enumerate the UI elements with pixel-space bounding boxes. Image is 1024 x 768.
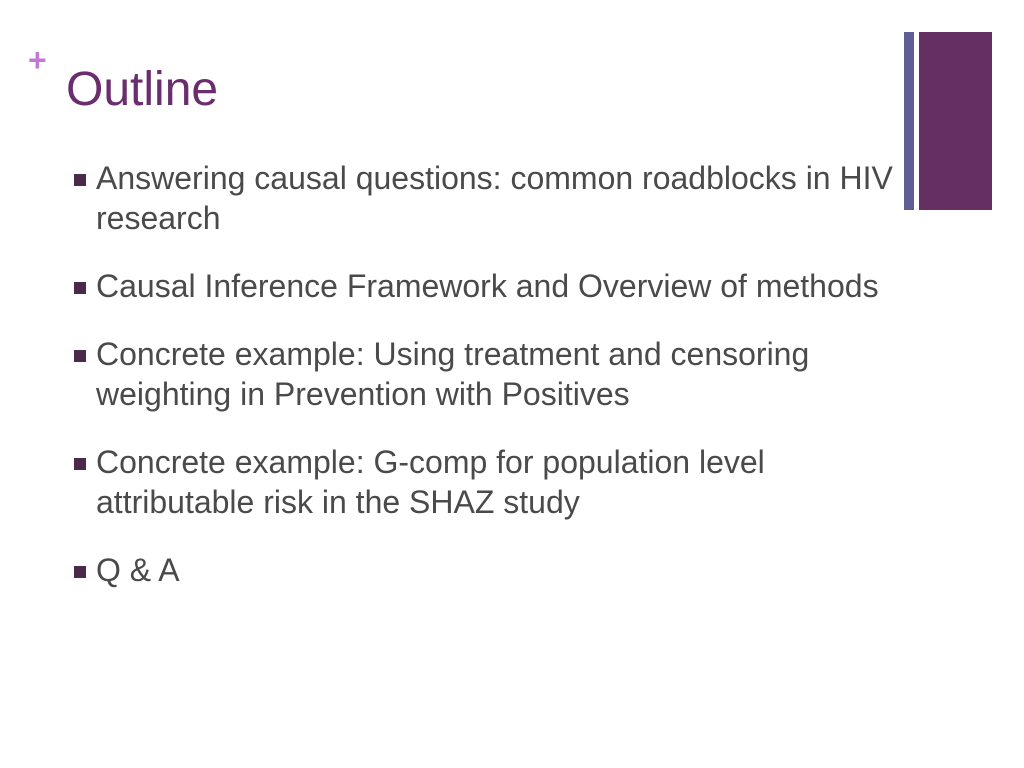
plus-icon: +: [28, 42, 47, 78]
bullet-item: [74, 442, 894, 522]
square-bullet-icon: [74, 282, 86, 294]
bullet-item: [74, 550, 894, 590]
accent-bar-thin: [904, 32, 914, 210]
bullet-item: [74, 158, 894, 238]
bullet-text: Q & A: [96, 552, 180, 588]
square-bullet-icon: [74, 350, 86, 362]
bullet-item: [74, 266, 894, 306]
accent-bar-thick: [919, 32, 992, 210]
bullet-item: [74, 334, 894, 414]
square-bullet-icon: [74, 458, 86, 470]
bullet-list: [74, 158, 894, 618]
slide-title: Outline: [66, 63, 219, 116]
bullet-text: Concrete example: Using treatment and censoring weighting in Prevention with Positives: [96, 336, 810, 412]
square-bullet-icon: [74, 566, 86, 578]
bullet-text: Causal Inference Framework and Overview of methods: [96, 268, 879, 304]
square-bullet-icon: [74, 174, 86, 186]
bullet-text: Concrete example: G-comp for population level attributable risk in the SHAZ study: [96, 444, 765, 520]
bullet-text: Answering causal questions: common roadblocks in HIV research: [96, 160, 893, 236]
